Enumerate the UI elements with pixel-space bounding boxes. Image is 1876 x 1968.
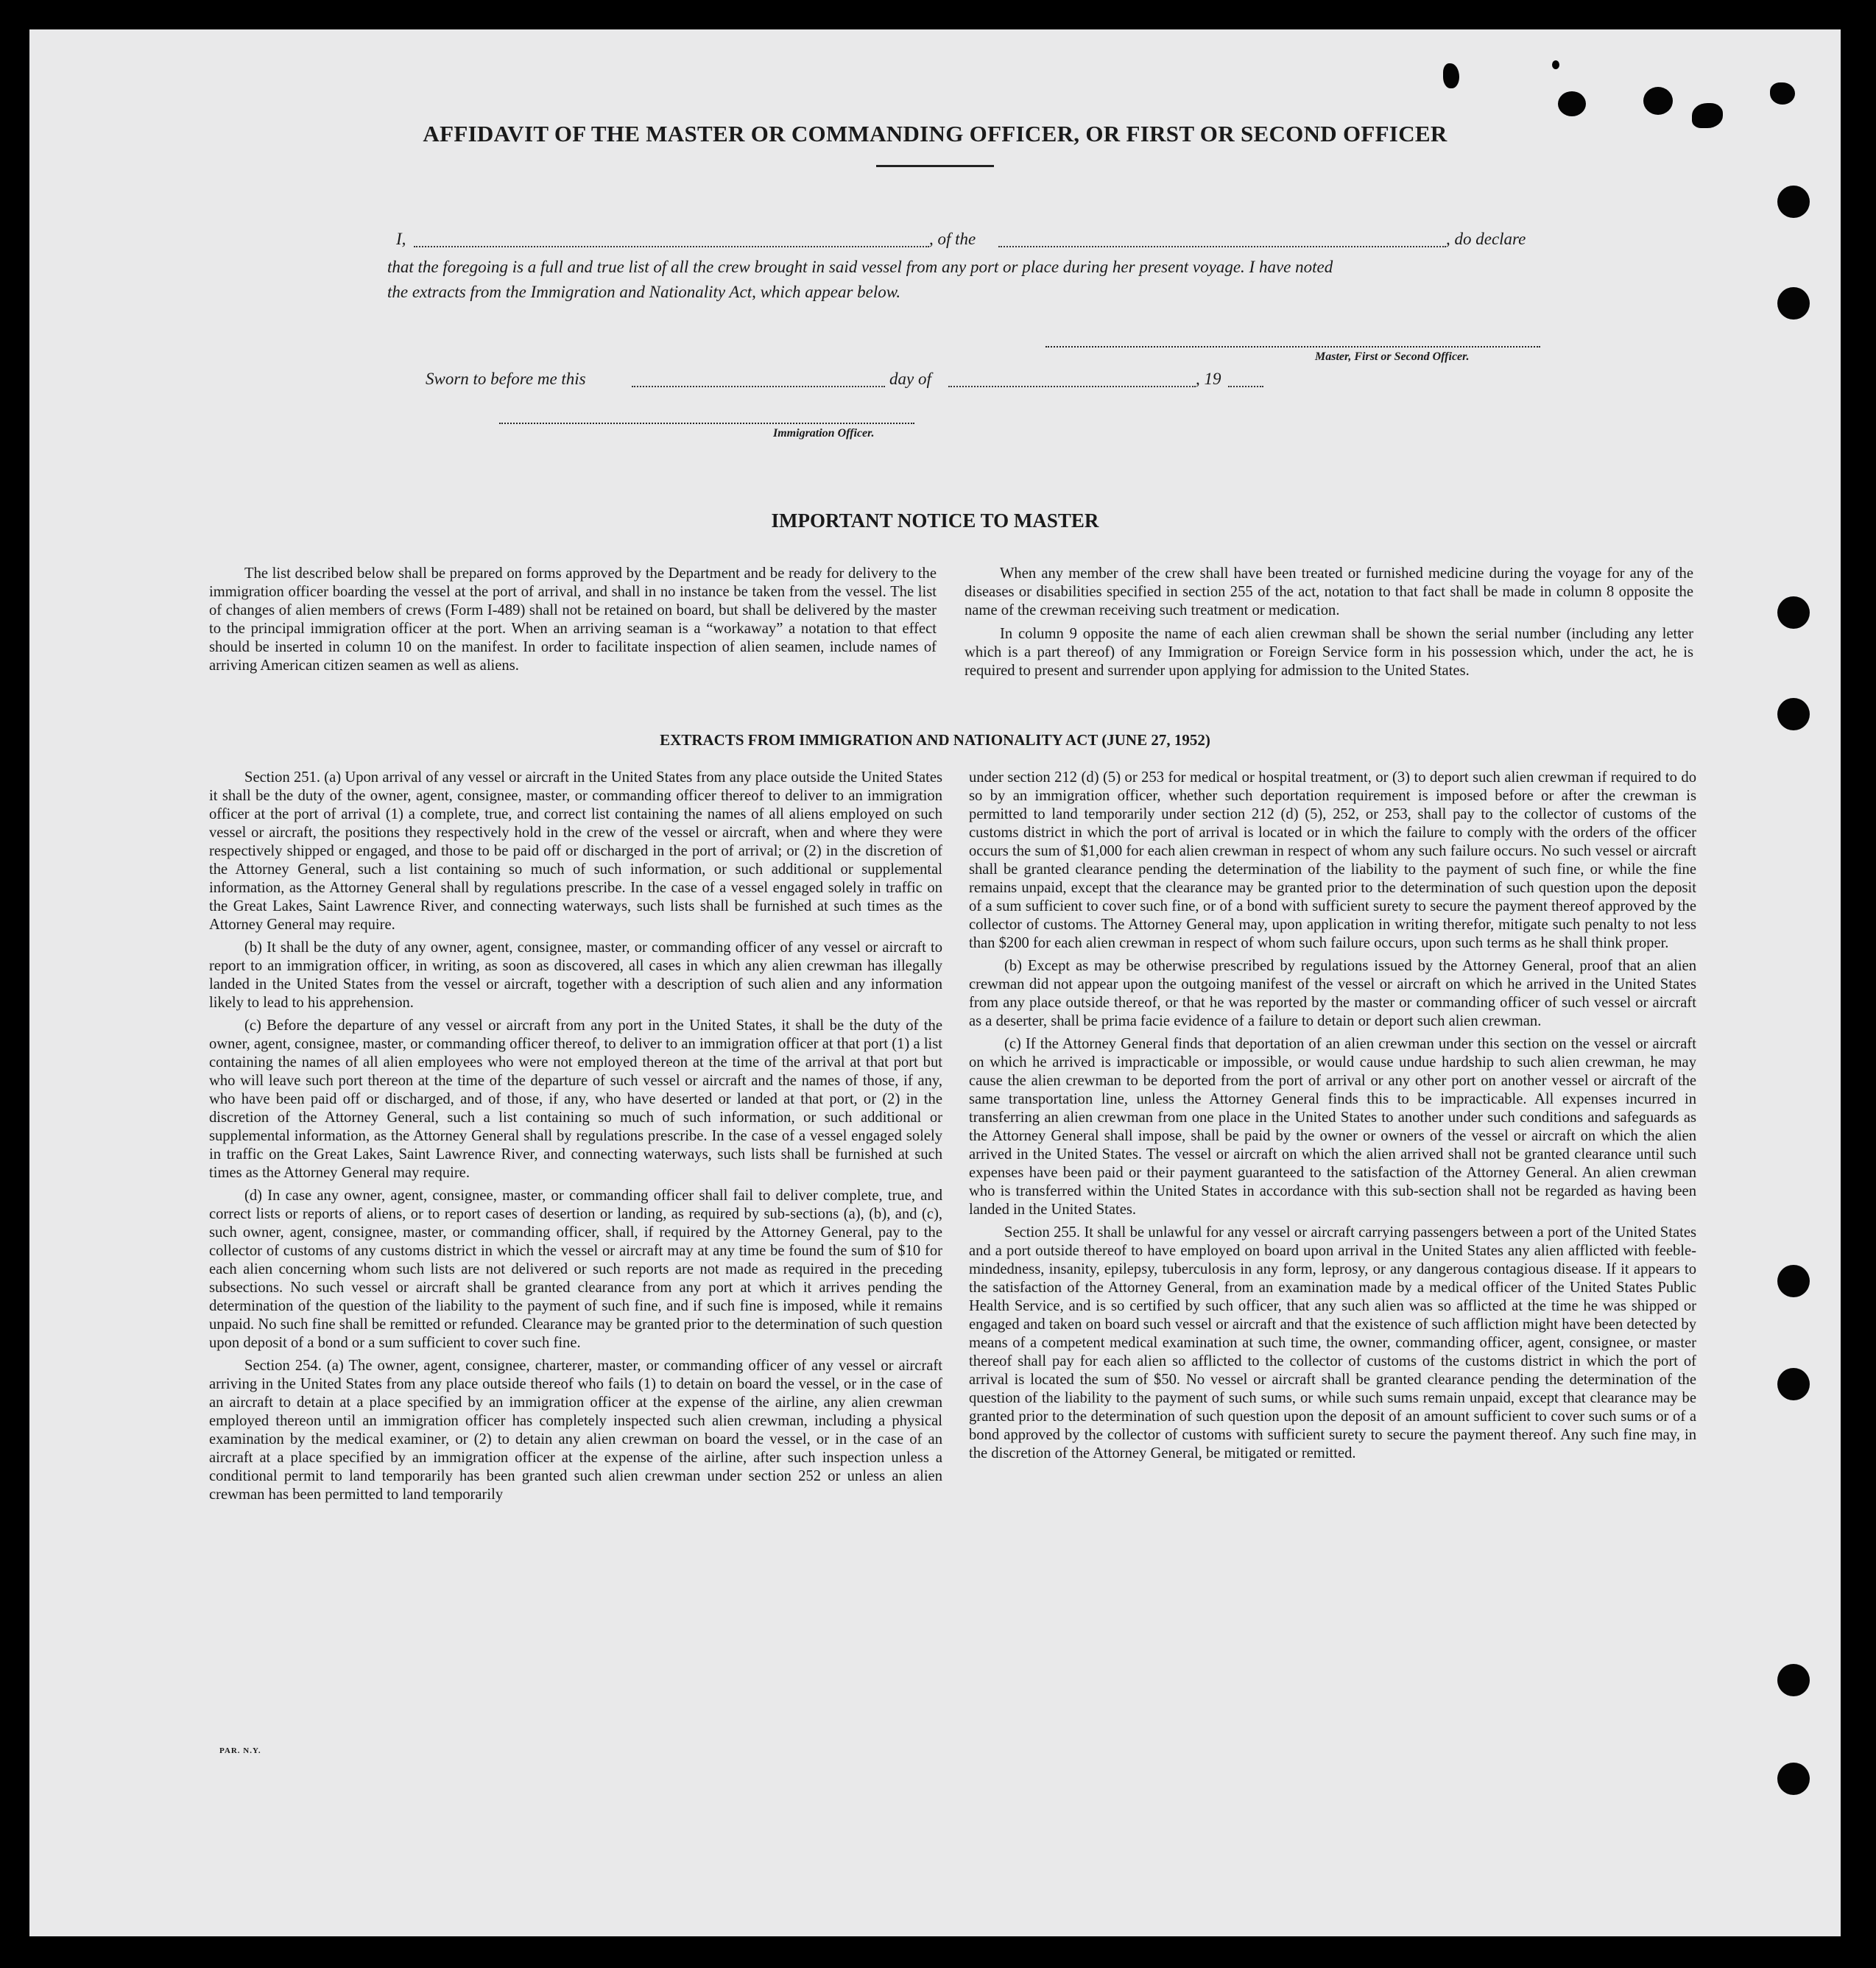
section-254-a: Section 254. (a) The owner, agent, consignee, charterer, master, or commanding officer of any vessel or aircraft arriving in the United States from any place outside thereof who fails (1) to detain on board the vessel, or in the case of an aircraft to detain at a place specified by an immigration officer at the expense of the airline, any alien crewman employed thereon until an immigration officer has completely inspected such alien crewman, including a physical examination by the medical examiner, or (2) to detain any alien crewman on board the vessel, or in the case of an aircraft at a place specified by an immigration officer at the expense of the airline, after such inspection unless a conditional permit to land temporarily has been granted such alien crewman under section 252 or unless an alien crewman has been permitted to land temporarily [209, 1358, 942, 1503]
name-blank[interactable] [414, 246, 929, 247]
affidavit-title: AFFIDAVIT OF THE MASTER OR COMMANDING OFFICER, OR FIRST OR SECOND OFFICER [423, 121, 1447, 147]
ink-blot [1552, 60, 1559, 69]
sworn-day-of-label: day of [889, 370, 931, 388]
section-254-c: (c) If the Attorney General finds that deportation of an alien crewman under this section on the vessel or aircraft on which he arrived is impracticable or impossible, or would cause undue hardship to such alien crewman, he may cause the alien crewman to be deported from the port of arrival or any other port on another vessel or aircraft of the same transportation line, unless the Attorney General finds this to be impracticable. All expenses incurred in transferring an alien crewman from one place in the United States to another under such conditions and safeguards as the Attorney General shall impose, shall be paid by the owner or owners of the vessel or aircraft on which the alien arrived in the United States. The vessel or aircraft on which the alien arrived shall not be granted clearance until such expenses have been paid or their payment guaranteed to the satisfaction of the Attorney General. An alien crewman who is transferred within the United States in accordance with this sub-section shall not be regarded as having been landed in the United States. [969, 1036, 1696, 1218]
immigration-officer-caption: Immigration Officer. [773, 427, 875, 440]
punch-hole [1777, 698, 1810, 730]
extracts-right-column [969, 769, 1696, 1467]
section-251-d: (d) In case any owner, agent, consignee, master, or commanding officer shall fail to deliver complete, true, and correct lists or reports of aliens, or to report cases of desertion or landing, as required by sub-sections (a), (b), and (c), such owner, agent, consignee, master, or commanding officer, shall, if required by the Attorney General, pay to the collector of customs of any customs district in which the vessel or aircraft may at any time be found the sum of $10 for each alien concerning whom such lists are not delivered or such reports are not made as required in the preceding subsections. No such vessel or aircraft shall be granted clearance from any port at which it arrives pending the determination of the question of the liability to the payment of such fine, and if such fine is imposed, while it remains unpaid. No such fine shall be remitted or refunded. Clearance may be granted prior to the determination of such question upon deposit of a bond or a sum sufficient to cover such fine. [209, 1188, 942, 1351]
punch-hole [1777, 1265, 1810, 1297]
punch-hole [1777, 186, 1810, 218]
ink-blot [1443, 63, 1459, 88]
punch-hole [1777, 1763, 1810, 1795]
punch-hole [1777, 1368, 1810, 1400]
declaration-of-the-label: , of the [929, 230, 976, 248]
declaration-i-label: I, [396, 230, 406, 248]
notice-paragraph: The list described below shall be prepared on forms approved by the Department and be ready for delivery to the immigration officer boarding the vessel at the port of arrival, and shall in no instance be taken from the vessel. The list of changes of alien members of crews (Form I-489) shall not be retained on board, but shall be delivered by the master to the principal immigration officer at the port. When an arriving seaman is a “workaway” a notation to that effect should be inserted in column 10 on the manifest. In order to facilitate inspection of alien seamen, include names of arriving American citizen seamen as well as aliens. [209, 565, 937, 674]
notice-paragraph: When any member of the crew shall have been treated or furnished medicine during the voyage for any of the diseases or disabilities specified in section 255 of the act, notation to that fact shall be made in column 8 opposite the name of the crewman receiving such treatment or medication. [965, 565, 1693, 618]
immigration-officer-signature-line[interactable] [499, 423, 914, 424]
section-251-b: (b) It shall be the duty of any owner, agent, consignee, master, or commanding officer of any vessel or aircraft to report to an immigration officer, in writing, as soon as discovered, all cases in which any alien crewman has illegally landed in the United States from the vessel or aircraft, together with a description of such alien and any information likely to lead to his apprehension. [209, 939, 942, 1011]
extracts-title: EXTRACTS FROM IMMIGRATION AND NATIONALITY ACT (JUNE 27, 1952) [660, 731, 1210, 749]
document-page [29, 29, 1841, 1936]
punch-hole [1777, 287, 1810, 320]
ink-blot [1558, 91, 1586, 116]
declaration-do-declare-label: , do declare [1446, 230, 1526, 248]
printer-mark: PAR. N.Y. [219, 1746, 261, 1755]
section-251-c: (c) Before the departure of any vessel or aircraft from any port in the United States, it shall be the duty of the owner, agent, consignee, master, or commanding officer thereof, to deliver to an immigration officer at that port (1) a list containing the names of all alien employees who were not employed thereon at the time of the arrival at that port but who will leave such port thereon at the time of the departure of such vessel or aircraft and the names of those, if any, who have been paid off or discharged, and of those, if any, who have deserted or landed at that port, or (2) in the discretion of the Attorney General, such a list containing so much of such information, or such additional or supplemental information, as the Attorney General shall by regulations prescribe. In the case of a vessel engaged solely in traffic on the Great Lakes, Saint Lawrence River, and connecting waterways, such lists shall be furnished at such times as the Attorney General may require. [209, 1017, 942, 1181]
section-251-a: Section 251. (a) Upon arrival of any vessel or aircraft in the United States from any place outside the United States it shall be the duty of the owner, agent, consignee, master, or commanding officer thereof to deliver to an immigration officer at the port of arrival (1) a complete, true, and correct list containing the names of all aliens employed on such vessel or aircraft, the positions they respectively hold in the crew of the vessel or aircraft, when and where they were respectively shipped or engaged, and those to be paid off or discharged in the port of arrival; or (2) in the discretion of the Attorney General, such a list containing so much of such information, or such additional or supplemental information, as the Attorney General shall by regulations prescribe. In the case of a vessel engaged solely in traffic on the Great Lakes, Saint Lawrence River, and connecting waterways, such lists shall be furnished at such times as the Attorney General may require. [209, 769, 942, 933]
notice-left-column [209, 565, 937, 680]
sworn-label: Sworn to before me this [426, 370, 586, 388]
master-signature-caption: Master, First or Second Officer. [1315, 350, 1470, 363]
extracts-left-column [209, 769, 942, 1509]
sworn-year-label: , 19 [1196, 370, 1221, 388]
declaration-line-2: that the foregoing is a full and true list of all the crew brought in said vessel from any port or place during her present voyage. I have noted [387, 258, 1333, 276]
master-signature-line[interactable] [1045, 346, 1540, 348]
punch-hole [1777, 1664, 1810, 1696]
notice-title: IMPORTANT NOTICE TO MASTER [771, 509, 1099, 532]
sworn-day-blank[interactable] [632, 386, 885, 387]
ink-blot [1643, 87, 1673, 115]
sworn-year-blank[interactable] [1228, 386, 1263, 387]
vessel-blank[interactable] [998, 246, 1446, 247]
section-255: Section 255. It shall be unlawful for any vessel or aircraft carrying passengers between a port of the United States and a port outside thereof to have employed on board upon arrival in the United States any alien afflicted with feeble-mindedness, insanity, epilepsy, tuberculosis in any form, leprosy, or any dangerous contagious disease. If it appears to the satisfaction of the Attorney General, from an examination made by a medical officer of the United States Public Health Service, and is so certified by such officer, that any such alien was so afflicted at the time he was shipped or engaged and taken on board such vessel or aircraft and that the existence of such affliction might have been detected by means of a competent medical examination at such time, the owner, commanding officer, agent, consignee, or master thereof shall pay for each alien so afflicted to the collector of customs of the customs district in which the port of arrival is located the sum of $50. No vessel or aircraft shall be granted clearance pending the determination of the question of the liability to the payment of such sums, or while such sums remain unpaid, except that clearance may be granted prior to the determination of such question upon the deposit of an amount sufficient to cover such sums or of a bond approved by the collector of customs with sufficient surety to secure the payment thereof. Any such fine may, in the discretion of the Attorney General, be mitigated or remitted. [969, 1224, 1696, 1461]
ink-blot [1770, 82, 1795, 105]
section-254-a-continued: under section 212 (d) (5) or 253 for medical or hospital treatment, or (3) to deport such alien crewman if required to do so by an immigration officer, whether such deportation requirement is imposed before or after the crewman is permitted to land temporarily under section 212 (d) (5), 252, or 253, shall pay to the collector of customs of the customs district in which the port of arrival is located or in which the failure to comply with the orders of the officer occurs the sum of $1,000 for each alien crewman in respect of whom any such failure occurs. No such vessel or aircraft shall be granted clearance pending the determination of the liability to the payment of such fine, or while the fine remains unpaid, except that the clearance may be granted prior to the determination of such question upon the deposit of a sum sufficient to cover such fine, or of a bond with sufficient surety to secure the payment thereof approved by the collector of customs. The Attorney General may, upon application in writing therefor, mitigate such penalty to not less than $200 for each alien crewman in respect of whom such failure occurs, upon such terms as he shall think proper. [969, 769, 1696, 951]
section-254-b: (b) Except as may be otherwise prescribed by regulations issued by the Attorney General, proof that an alien crewman did not appear upon the outgoing manifest of the vessel or aircraft on which he arrived in the United States from any place outside thereof, or that he was reported by the master or commanding officer of such vessel or aircraft as a deserter, shall be prima facie evidence of a failure to detain or deport such alien crewman. [969, 958, 1696, 1029]
punch-hole [1777, 596, 1810, 629]
sworn-month-blank[interactable] [948, 386, 1196, 387]
notice-paragraph: In column 9 opposite the name of each alien crewman shall be shown the serial number (including any letter which is a part thereof) of any Immigration or Foreign Service form in his possession which, under the act, he is required to present and surrender upon applying for admission to the United States. [965, 626, 1693, 679]
notice-right-column [965, 565, 1693, 685]
title-rule [876, 165, 994, 167]
declaration-line-3: the extracts from the Immigration and Nationality Act, which appear below. [387, 283, 901, 301]
